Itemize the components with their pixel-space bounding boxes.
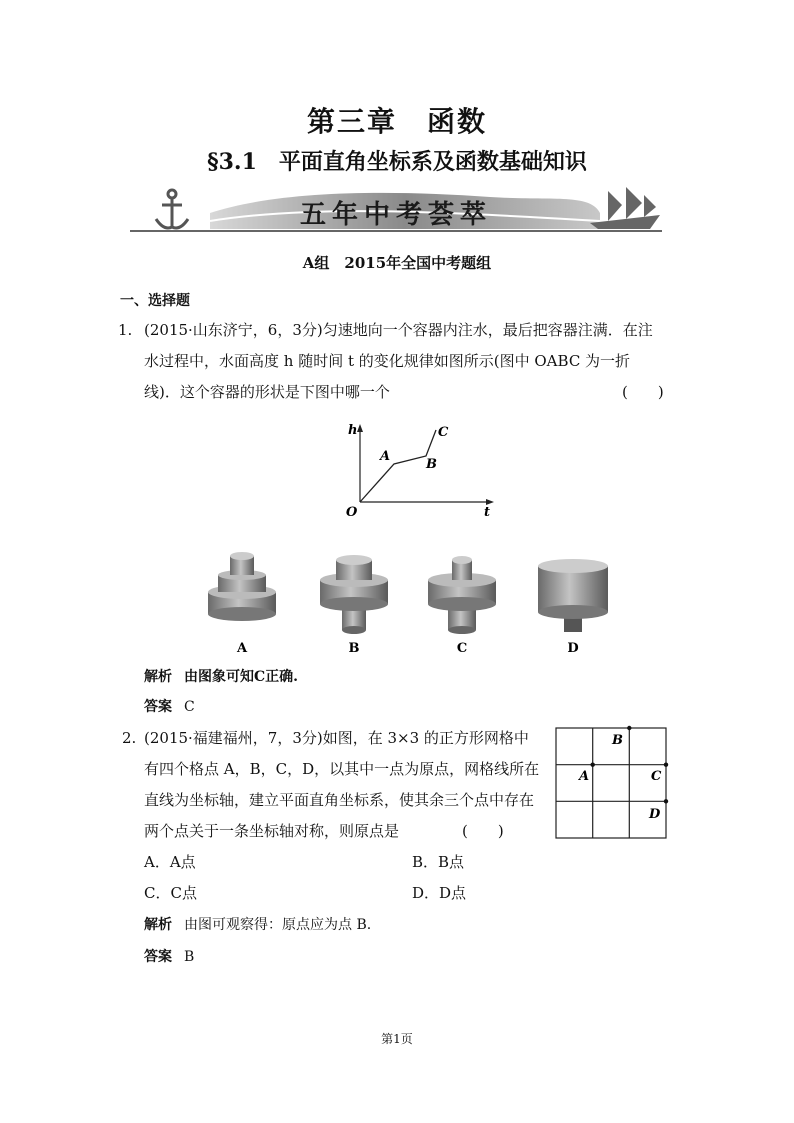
q2-option-a: A．A点	[144, 853, 196, 871]
container-a	[208, 552, 276, 621]
point-d	[664, 799, 668, 803]
ship-icon	[590, 187, 660, 229]
oabc-polyline	[360, 430, 436, 502]
page-footer: 第1页	[381, 1032, 413, 1046]
container-label-b: B	[348, 641, 360, 656]
q2-answer-paren: ( )	[462, 822, 504, 840]
q2-option-b: B．B点	[412, 853, 465, 871]
q1-analysis-text: 由图象可知C正确.	[184, 669, 299, 685]
q1-analysis-label: 解析	[144, 669, 172, 685]
container-c	[428, 556, 496, 634]
grid-label-b: B	[612, 733, 623, 748]
q2-line-2: 有四个格点 A，B，C，D，以其中一点为原点，网格线所在	[144, 760, 540, 778]
q1-analysis	[144, 666, 298, 686]
grid-label-d: D	[649, 807, 661, 822]
q2-option-c: C．C点	[144, 884, 197, 902]
q2-analysis	[144, 914, 371, 934]
container-d	[538, 559, 608, 632]
q2-answer-label: 答案	[144, 949, 172, 965]
q1-line-3: 线)．这个容器的形状是下图中哪一个	[144, 383, 390, 401]
q2-number: 2.	[122, 729, 137, 747]
point-c	[664, 763, 668, 767]
c-label: C	[438, 425, 449, 440]
part-heading: 一、选择题	[120, 293, 190, 309]
q1-answer-paren: ( )	[622, 383, 664, 401]
h-label: h	[348, 423, 358, 438]
container-label-c: C	[456, 641, 468, 656]
q1-number: 1.	[118, 321, 133, 339]
q1-line-1: (2015·山东济宁，6，3分)匀速地向一个容器内注水，最后把容器注满．在注	[144, 321, 653, 339]
q2-line-1: (2015·福建福州，7，3分)如图，在 3×3 的正方形网格中	[144, 729, 529, 747]
q1-line-2: 水过程中，水面高度 h 随时间 t 的变化规律如图所示(图中 OABC 为一折	[144, 352, 631, 370]
q2-line-4: 两个点关于一条坐标轴对称，则原点是	[144, 822, 400, 840]
h-axis-arrow	[357, 424, 363, 432]
q1-answer-text: C	[184, 699, 195, 715]
q1-graph	[338, 418, 498, 522]
section-title: §3.1 平面直角坐标系及函数基础知识	[207, 149, 587, 175]
q2-option-d: D．D点	[412, 884, 467, 902]
container-label-a: A	[236, 641, 248, 656]
banner	[130, 185, 662, 235]
point-b	[627, 726, 631, 730]
container-label-d: D	[567, 641, 579, 656]
q1-containers	[200, 548, 620, 660]
o-label: O	[346, 505, 358, 520]
grid-label-a: A	[579, 769, 590, 784]
q2-analysis-label: 解析	[144, 917, 172, 933]
q2-answer	[144, 946, 194, 966]
a-label: A	[380, 449, 391, 464]
q2-grid	[550, 724, 672, 842]
t-label: t	[484, 505, 491, 520]
q2-line-3: 直线为坐标轴，建立平面直角坐标系，使其余三个点中存在	[144, 791, 535, 809]
point-a	[591, 763, 595, 767]
q1-answer-label: 答案	[144, 699, 172, 715]
q2-answer-text: B	[184, 949, 195, 965]
banner-text: 五年中考荟萃	[299, 200, 493, 230]
anchor-icon	[156, 190, 188, 228]
q1-answer	[144, 696, 195, 716]
group-title: A组 2015年全国中考题组	[302, 254, 492, 272]
b-label: B	[426, 457, 437, 472]
container-b	[320, 555, 388, 634]
q2-analysis-text: 由图可观察得：原点应为点 B.	[184, 917, 372, 933]
grid-label-c: C	[651, 769, 662, 784]
chapter-title: 第三章 函数	[306, 105, 487, 138]
